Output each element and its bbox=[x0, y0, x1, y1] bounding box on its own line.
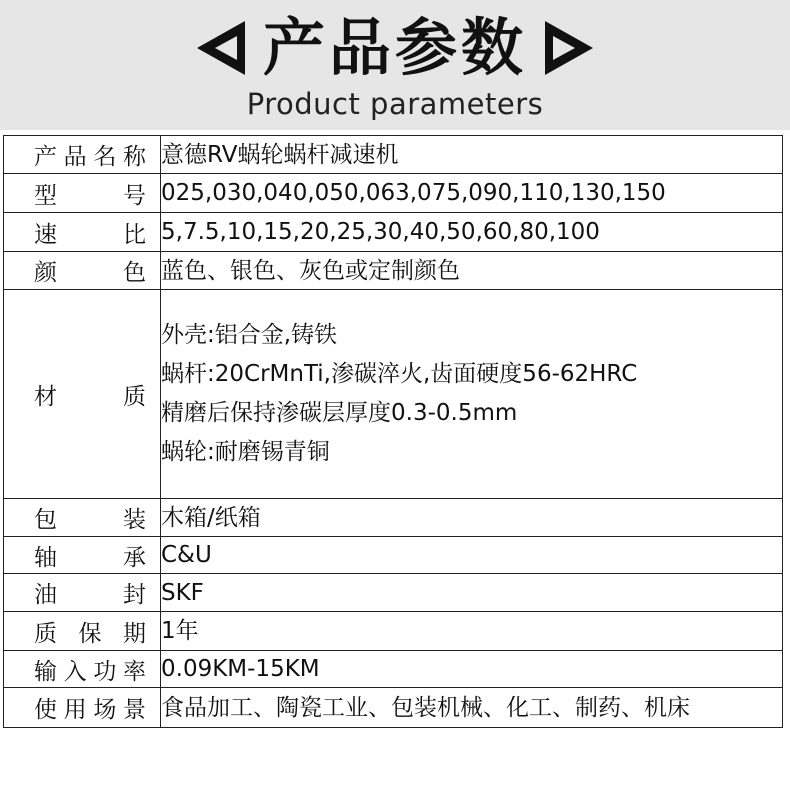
table-row bbox=[4, 252, 783, 290]
param-label bbox=[4, 612, 161, 651]
parameters-table bbox=[3, 135, 783, 728]
page-subtitle: Product parameters bbox=[246, 87, 544, 121]
param-value: 蓝色、银色、灰色或定制颜色 bbox=[161, 252, 783, 290]
param-label-text: 材 质 bbox=[34, 383, 146, 410]
param-value: 1年 bbox=[161, 612, 783, 651]
param-label-text: 使 用 场 景 bbox=[34, 697, 146, 723]
param-label bbox=[4, 651, 161, 688]
table-row bbox=[4, 537, 783, 574]
param-value: 木箱/纸箱 bbox=[161, 499, 783, 537]
table-row bbox=[4, 136, 783, 174]
param-label bbox=[4, 174, 161, 213]
param-label bbox=[4, 136, 161, 174]
table-row bbox=[4, 499, 783, 537]
param-value: 5,7.5,10,15,20,25,30,40,50,60,80,100 bbox=[161, 213, 783, 252]
param-value: 0.09KM-15KM bbox=[161, 651, 783, 688]
left-triangle-icon bbox=[193, 17, 249, 79]
param-label bbox=[4, 499, 161, 537]
table-row bbox=[4, 612, 783, 651]
param-value: SKF bbox=[161, 574, 783, 612]
material-lines bbox=[161, 316, 782, 472]
table-row bbox=[4, 651, 783, 688]
param-label-text: 质 保 期 bbox=[34, 620, 146, 647]
param-label bbox=[4, 574, 161, 612]
title-row bbox=[0, 6, 790, 90]
param-label-text: 颜 色 bbox=[34, 260, 146, 286]
table-row bbox=[4, 290, 783, 499]
param-value: 食品加工、陶瓷工业、包装机械、化工、制药、机床 bbox=[161, 688, 783, 728]
param-value: 意德RV蜗轮蜗杆减速机 bbox=[161, 136, 783, 174]
param-value: C&U bbox=[161, 537, 783, 574]
param-label bbox=[4, 688, 161, 728]
param-label-text: 速 比 bbox=[34, 221, 146, 248]
param-label-text: 产 品 名 称 bbox=[34, 144, 146, 170]
param-label bbox=[4, 252, 161, 290]
page-title: 产品参数 bbox=[262, 11, 527, 84]
param-label-text: 包 装 bbox=[34, 507, 146, 533]
param-label-text: 油 封 bbox=[34, 582, 146, 608]
material-line: 外壳:铝合金,铸铁 bbox=[161, 322, 338, 348]
table-row bbox=[4, 574, 783, 612]
param-label bbox=[4, 537, 161, 574]
right-triangle-icon bbox=[541, 17, 597, 79]
param-label bbox=[4, 213, 161, 252]
table-row bbox=[4, 174, 783, 213]
table-row bbox=[4, 688, 783, 728]
header-banner bbox=[0, 0, 790, 130]
material-line: 精磨后保持渗碳层厚度0.3-0.5mm bbox=[161, 400, 518, 426]
param-label-text: 输 入 功 率 bbox=[34, 658, 146, 685]
param-label-text: 轴 承 bbox=[34, 544, 146, 571]
material-line: 蜗轮:耐磨锡青铜 bbox=[161, 439, 330, 465]
table-row bbox=[4, 213, 783, 252]
param-label bbox=[4, 290, 161, 499]
param-value bbox=[161, 290, 783, 499]
param-label-text: 型 号 bbox=[34, 182, 146, 209]
material-line: 蜗杆:20CrMnTi,渗碳淬火,齿面硬度56-62HRC bbox=[161, 361, 638, 387]
param-value: 025,030,040,050,063,075,090,110,130,150 bbox=[161, 174, 783, 213]
